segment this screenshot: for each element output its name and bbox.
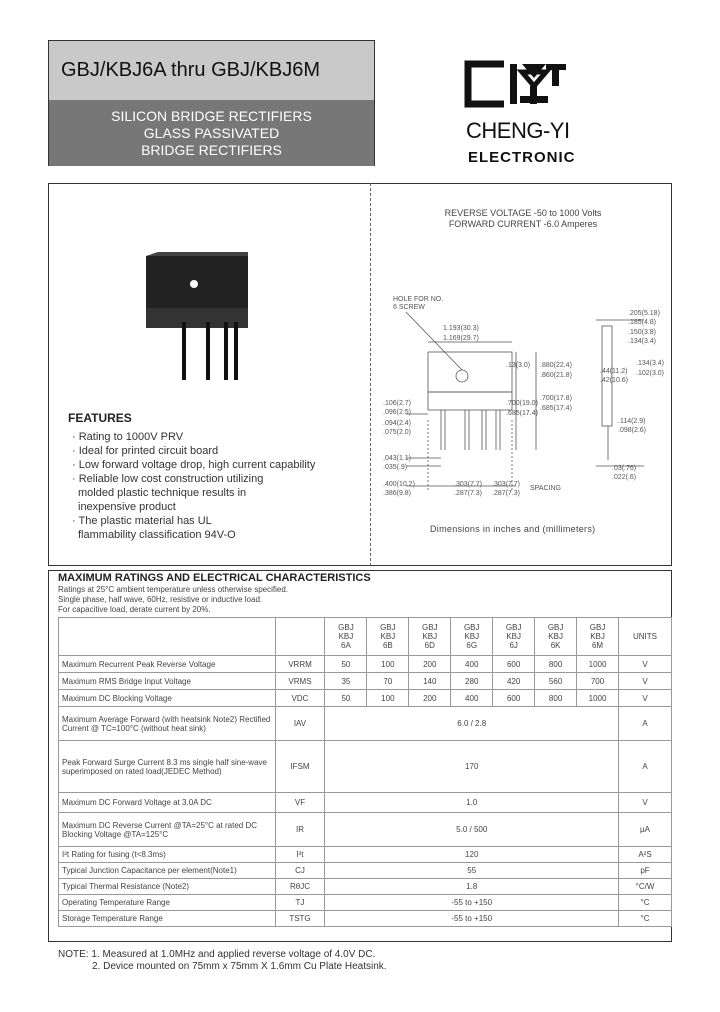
- dim-label: .134(3.4): [628, 338, 657, 345]
- column-header: GBJ KBJ 6K: [535, 618, 577, 656]
- column-header: GBJ KBJ 6D: [409, 618, 451, 656]
- table-row: Maximum DC Blocking Voltage VDC 50 100 200 400 600 800 1000 V: [59, 690, 672, 707]
- footnote: NOTE: 1. Measured at 1.0MHz and applied reverse voltage of 4.0V DC.: [58, 949, 376, 960]
- subtitle-line: GLASS PASSIVATED: [143, 125, 280, 141]
- dim-label: 1.169(29.7): [443, 335, 479, 342]
- dim-label: .303(7.7): [454, 481, 483, 488]
- subtitle-line: BRIDGE RECTIFIERS: [141, 142, 282, 158]
- feature-item: · The plastic material has UL: [72, 515, 212, 527]
- table-row: Maximum Average Forward (with heatsink Note2) Rectified Current @ TC=100°C (without heat sink) IAV 6.0 / 2.8 A: [59, 707, 672, 741]
- dim-label: .098(2.6): [618, 427, 647, 434]
- dim-label: .035(.9): [383, 464, 408, 471]
- brand-subname: ELECTRONIC: [468, 149, 576, 166]
- dim-label: SPACING: [530, 485, 561, 492]
- units-header: UNITS: [619, 618, 672, 656]
- table-row: I²t Rating for fusing (t<8.3ms) I²t 120 A²S: [59, 847, 672, 863]
- dim-label: .043(1.1): [383, 455, 412, 462]
- forward-current: FORWARD CURRENT -6.0 Amperes: [448, 219, 598, 229]
- company-logo-icon: [460, 60, 580, 120]
- dim-label: .150(3.8): [628, 329, 657, 336]
- dim-label: .106(2.7): [383, 400, 412, 407]
- dim-label: .400(10.2): [383, 481, 415, 488]
- table-row: Maximum Recurrent Peak Reverse Voltage VRRM 50 100 200 400 600 800 1000 V: [59, 656, 672, 673]
- rating-note: Ratings at 25°C ambient temperature unless otherwise specified.: [58, 585, 288, 594]
- dim-label: .685(17.4): [506, 410, 538, 417]
- dim-label: .42(10.6): [600, 377, 629, 384]
- dim-label: .096(2.5): [383, 409, 412, 416]
- ratings-title: MAXIMUM RATINGS AND ELECTRICAL CHARACTERISTICS: [58, 572, 371, 584]
- ratings-table: [58, 617, 672, 927]
- dim-label: .303(7.7): [492, 481, 521, 488]
- table-row: Storage Temperature Range TSTG -55 to +150 °C: [59, 911, 672, 927]
- brand-name: CHENG-YI: [466, 118, 570, 143]
- dim-label: .102(3.0): [636, 370, 665, 377]
- dim-label: .44(11.2): [600, 368, 628, 375]
- table-row: Typical Thermal Resistance (Note2) RθJC 1.8 °C/W: [59, 879, 672, 895]
- column-header: GBJ KBJ 6G: [451, 618, 493, 656]
- column-header: GBJ KBJ 6B: [367, 618, 409, 656]
- dim-label: .700(19.0): [506, 400, 538, 407]
- component-image: [144, 252, 254, 382]
- dim-label: .114(2.9): [618, 418, 646, 425]
- rating-note: For capacitive load, derate current by 20%.: [58, 605, 211, 614]
- dim-label: .075(2.0): [383, 429, 412, 436]
- feature-item: inexpensive product: [78, 501, 176, 513]
- dim-label: 1.193(30.3): [443, 325, 479, 332]
- feature-item: · Rating to 1000V PRV: [72, 431, 184, 443]
- column-header: GBJ KBJ 6A: [325, 618, 367, 656]
- feature-item: · Low forward voltage drop, high current capability: [72, 459, 316, 471]
- dim-label: .880(22.4): [540, 362, 572, 369]
- table-header-row: [59, 618, 672, 656]
- column-header: GBJ KBJ 6M: [577, 618, 619, 656]
- dimension-note: Dimensions in inches and (millimeters): [430, 524, 596, 534]
- dim-label: .685(17.4): [540, 405, 572, 412]
- feature-item: molded plastic technique results in: [78, 487, 247, 499]
- rating-note: Single phase, half wave, 60Hz, resistive or inductive load.: [58, 595, 263, 604]
- dim-label: .13(3.0): [506, 362, 531, 369]
- feature-item: · Ideal for printed circuit board: [72, 445, 219, 457]
- table-row: Maximum RMS Bridge Input Voltage VRMS 35 70 140 280 420 560 700 V: [59, 673, 672, 690]
- dim-label: 6 SCREW: [393, 304, 425, 311]
- part-title: GBJ/KBJ6A thru GBJ/KBJ6M: [49, 41, 374, 100]
- column-header: GBJ KBJ 6J: [493, 618, 535, 656]
- dim-label: .860(21.8): [540, 372, 572, 379]
- box-divider: [370, 183, 371, 566]
- dim-label: .287(7.3): [454, 490, 483, 497]
- table-row: Peak Forward Surge Current 8.3 ms single half sine-wave superimposed on rated load(JEDEC Method) IFSM 170 A: [59, 741, 672, 793]
- footnote: 2. Device mounted on 75mm x 75mm X 1.6mm Cu Plate Heatsink.: [92, 961, 387, 972]
- dim-label: .094(2.4): [383, 420, 412, 427]
- dim-label: .287(7.3): [492, 490, 521, 497]
- dim-label: .205(5.18): [628, 310, 660, 317]
- table-row: Maximum DC Reverse Current @TA=25°C at rated DC Blocking Voltage @TA=125°C IR 5.0 / 500 µA: [59, 813, 672, 847]
- dim-label: .022(.6): [612, 474, 637, 481]
- dim-label: .386(9.8): [383, 490, 412, 497]
- table-row: Maximum DC Forward Voltage at 3.0A DC VF 1.0 V: [59, 793, 672, 813]
- table-row: Operating Temperature Range TJ -55 to +150 °C: [59, 895, 672, 911]
- feature-item: flammability classification 94V-O: [78, 529, 236, 541]
- features-title: FEATURES: [68, 411, 132, 425]
- spec-summary: [392, 208, 654, 230]
- dim-label: .185(4.8): [628, 319, 657, 326]
- part-subtitle: [49, 100, 374, 166]
- dim-label: .134(3.4): [636, 360, 665, 367]
- dim-label: .03(.76): [612, 465, 637, 472]
- dim-label: HOLE FOR NO.: [393, 296, 444, 303]
- reverse-voltage: REVERSE VOLTAGE -50 to 1000 Volts: [444, 208, 602, 218]
- dim-label: .700(17.8): [540, 395, 572, 402]
- table-row: Typical Junction Capacitance per element(Note1) CJ 55 pF: [59, 863, 672, 879]
- feature-item: · Reliable low cost construction utilizing: [72, 473, 264, 485]
- subtitle-line: SILICON BRIDGE RECTIFIERS: [111, 108, 312, 124]
